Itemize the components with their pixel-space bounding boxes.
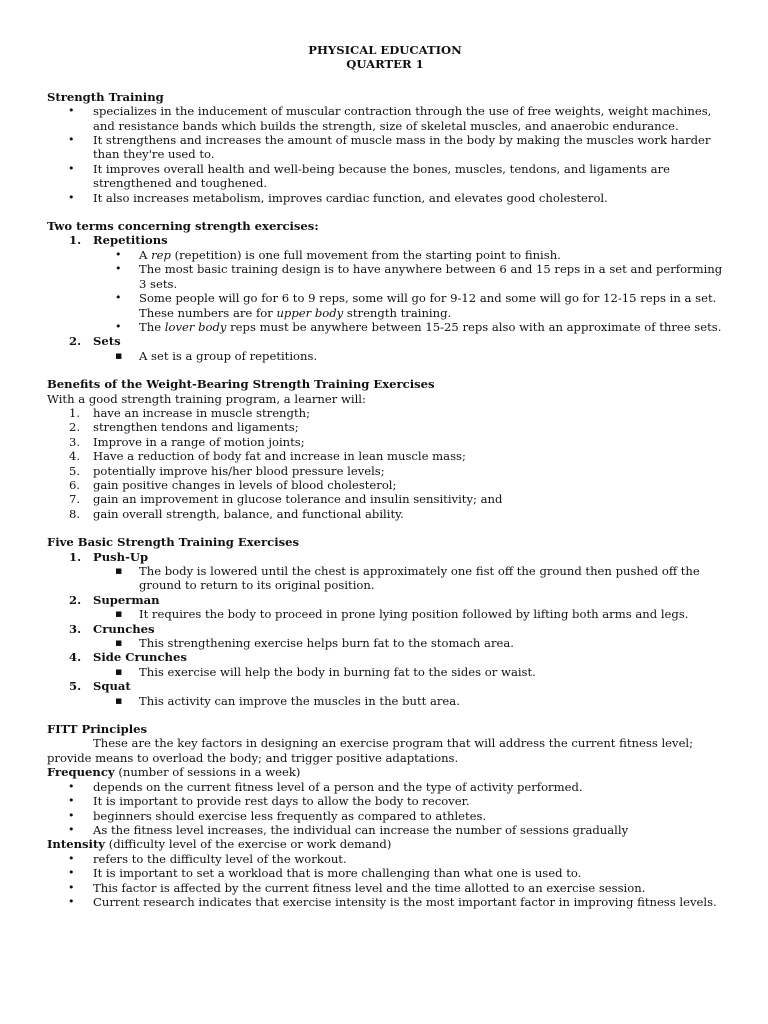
list-item: • It is important to set a workload that is more challenging than what one is used to. — [47, 866, 723, 880]
list-item: 2. strengthen tendons and ligaments; — [69, 420, 299, 435]
list-item: • specializes in the inducement of muscular contraction through the use of free weights, weight machines, and resistance bands which builds the strength, size of skeletal muscles, and anaerobic endurance. — [47, 104, 723, 133]
item-label: Sets — [93, 334, 121, 349]
item-label: Repetitions — [93, 233, 168, 248]
list-item: • A rep (repetition) is one full movement from the starting point to finish. — [47, 248, 723, 262]
list-item: • It strengthens and increases the amount of muscle mass in the body by making the muscles work harder than they're used to. — [47, 133, 723, 162]
terms-numbered-list-2 — [47, 334, 723, 348]
list-item: 4. Have a reduction of body fat and increase in lean muscle mass; — [69, 449, 466, 464]
exercise-superman — [47, 593, 723, 622]
list-item: 6. gain positive changes in levels of blood cholesterol; — [69, 477, 397, 492]
list-item: • beginners should exercise less frequently as compared to athletes. — [47, 809, 723, 823]
list-item: 1. have an increase in muscle strength; — [69, 405, 310, 420]
frequency-bullet-list — [47, 780, 723, 838]
section-heading-two-terms: Two terms concerning strength exercises: — [47, 219, 319, 234]
list-item: • It is important to provide rest days to allow the body to recover. — [47, 794, 723, 808]
repetitions-bullet-list — [47, 248, 723, 334]
section-heading-benefits: Benefits of the Weight-Bearing Strength Training Exercises — [47, 377, 435, 392]
list-item: 2. Superman — [69, 592, 160, 607]
strength-bullet-list — [47, 104, 723, 205]
list-item: 5. Squat — [69, 679, 131, 694]
benefits-intro: With a good strength training program, a learner will: — [47, 391, 366, 406]
list-item: 5. potentially improve his/her blood pressure levels; — [69, 463, 385, 478]
list-item: 7. gain an improvement in glucose tolerance and insulin sensitivity; and — [69, 492, 503, 507]
benefits-numbered-list — [47, 406, 723, 521]
list-item: • The most basic training design is to have anywhere between 6 and 15 reps in a set and performing 3 sets. — [47, 262, 723, 291]
list-item: • refers to the difficulty level of the workout. — [47, 852, 723, 866]
intensity-bullet-list — [47, 852, 723, 910]
item-number: 2. — [69, 334, 82, 349]
list-item: 3. Improve in a range of motion joints; — [69, 434, 305, 449]
list-item: ▪ The body is lowered until the chest is approximately one fist off the ground then pushed off the ground to return to its original position. — [47, 564, 723, 593]
list-item: ▪ A set is a group of repetitions. — [47, 349, 723, 363]
title-line-1: PHYSICAL EDUCATION — [308, 43, 462, 57]
exercise-crunches — [47, 622, 723, 651]
list-item — [47, 334, 723, 348]
list-item: • It also increases metabolism, improves cardiac function, and elevates good cholesterol. — [47, 191, 723, 205]
list-item: 4. Side Crunches — [69, 650, 187, 665]
list-item: • The lover body reps must be anywhere between 15-25 reps also with an approximate of three sets. — [47, 320, 723, 334]
list-item: • This factor is affected by the current fitness level and the time allotted to an exercise session. — [47, 881, 723, 895]
exercise-push-up — [47, 550, 723, 593]
section-heading-strength-training: Strength Training — [47, 89, 164, 104]
list-item: • It improves overall health and well-being because the bones, muscles, tendons, and ligaments are strengthened and toughened. — [47, 162, 723, 191]
sets-bullet-list — [47, 349, 723, 363]
title-line-2: QUARTER 1 — [346, 57, 424, 72]
section-heading-five-exercises: Five Basic Strength Training Exercises — [47, 535, 300, 550]
list-item: ▪ This strengthening exercise helps burn fat to the stomach area. — [47, 636, 723, 650]
document-title — [47, 43, 723, 72]
frequency-heading: Frequency (number of sessions in a week) — [47, 765, 301, 780]
exercise-squat — [47, 679, 723, 708]
fitt-intro: These are the key factors in designing an exercise program that will address the current fitness level; provide means to overload the body; and trigger positive adaptations. — [47, 736, 694, 765]
list-item — [47, 233, 723, 247]
list-item: ▪ It requires the body to proceed in prone lying position followed by lifting both arms and legs. — [47, 607, 723, 621]
intensity-heading: Intensity (difficulty level of the exercise or work demand) — [47, 837, 392, 852]
list-item: • Some people will go for 6 to 9 reps, some will go for 9-12 and some will go for 12-15 reps in a set. These numbers are for upper body strength training. — [47, 291, 723, 320]
list-item: ▪ This exercise will help the body in burning fat to the sides or waist. — [47, 665, 723, 679]
list-item: ▪ This activity can improve the muscles in the butt area. — [47, 694, 723, 708]
exercise-side-crunches — [47, 650, 723, 679]
list-item: 3. Crunches — [69, 621, 155, 636]
terms-numbered-list — [47, 233, 723, 247]
document-page — [47, 43, 723, 909]
list-item: • As the fitness level increases, the individual can increase the number of sessions gradually — [47, 823, 723, 837]
list-item: • depends on the current fitness level of a person and the type of activity performed. — [47, 780, 723, 794]
list-item: 1. Push-Up — [69, 549, 149, 564]
list-item: • Current research indicates that exercise intensity is the most important factor in improving fitness levels. — [47, 895, 723, 909]
item-number: 1. — [69, 233, 82, 248]
section-heading-fitt: FITT Principles — [47, 722, 148, 737]
list-item: 8. gain overall strength, balance, and functional ability. — [69, 506, 404, 521]
